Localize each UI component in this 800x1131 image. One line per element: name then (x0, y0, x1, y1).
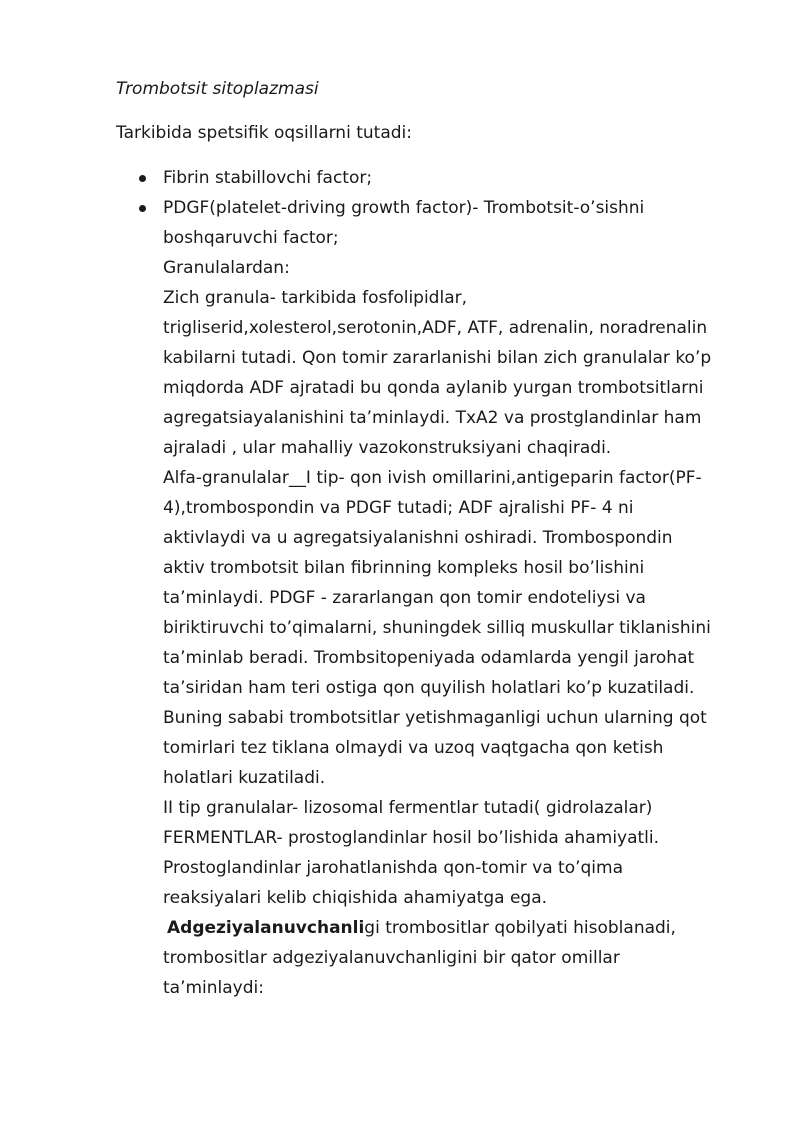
text-line: Granulalardan: (163, 258, 290, 278)
text-line: 4),trombospondin va PDGF tutadi; ADF ajralishi PF- 4 ni (163, 498, 634, 518)
intro-paragraph: Tarkibida spetsifik oqsillarni tutadi: (116, 123, 412, 143)
adhesion-term: Adgeziyalanuvchanli (167, 918, 365, 938)
text-line: aktiv trombotsit bilan fibrinning kompleks hosil bo’lishini (163, 558, 645, 578)
bullet-item: Fibrin stabillovchi factor; (163, 168, 373, 188)
bullet-item: PDGF(platelet-driving growth factor)- Trombotsit-o’sishni (163, 198, 645, 218)
text-line: Zich granula- tarkibida fosfolipidlar, (163, 288, 467, 308)
text-line: ajraladi , ular mahalliy vazokonstruksiyani chaqiradi. (163, 438, 612, 458)
text-line: tomirlari tez tiklana olmaydi va uzoq vaqtgacha qon ketish (163, 738, 664, 758)
text-line: ta’siridan ham teri ostiga qon quyilish holatlari ko’p kuzatiladi. (163, 678, 695, 698)
text-line: ta’minlaydi: (163, 978, 264, 998)
text-line: boshqaruvchi factor; (163, 228, 339, 248)
section-heading: Trombotsit sitoplazmasi (116, 79, 319, 99)
text-line: trombositlar adgeziyalanuvchanligini bir qator omillar (163, 948, 620, 968)
text-line: kabilarni tutadi. Qon tomir zararlanishi bilan zich granulalar ko’p (163, 348, 712, 368)
text-line: FERMENTLAR- prostoglandinlar hosil bo’lishida ahamiyatli. (163, 828, 660, 848)
adhesion-line (167, 916, 676, 940)
text-line: Alfa-granulalar__I tip- qon ivish omillarini,antigeparin factor(PF- (163, 468, 702, 488)
bullet-dot-icon (139, 205, 146, 212)
text-line: Prostoglandinlar jarohatlanishda qon-tomir va to’qima (163, 858, 624, 878)
text-line: biriktiruvchi to’qimalarni, shuningdek silliq muskullar tiklanishini (163, 618, 711, 638)
text-line: miqdorda ADF ajratadi bu qonda aylanib yurgan trombotsitlarni (163, 378, 704, 398)
text-line: Buning sababi trombotsitlar yetishmaganligi uchun ularning qot (163, 708, 707, 728)
adhesion-text: gi trombositlar qobilyati hisoblanadi, (364, 918, 676, 938)
bullet-dot-icon (139, 175, 146, 182)
text-line: agregatsiayalanishini ta’minlaydi. TxA2 va prostglandinlar ham (163, 408, 702, 428)
text-line: aktivlaydi va u agregatsiyalanishni oshiradi. Trombospondin (163, 528, 673, 548)
text-line: trigliserid,xolesterol,serotonin,ADF, ATF, adrenalin, noradrenalin (163, 318, 708, 338)
text-line: ta’minlaydi. PDGF - zararlangan qon tomir endoteliysi va (163, 588, 646, 608)
text-line: II tip granulalar- lizosomal fermentlar tutadi( gidrolazalar) (163, 798, 653, 818)
text-line: reaksiyalari kelib chiqishida ahamiyatga ega. (163, 888, 548, 908)
text-line: holatlari kuzatiladi. (163, 768, 326, 788)
text-line: ta’minlab beradi. Trombsitopeniyada odamlarda yengil jarohat (163, 648, 695, 668)
